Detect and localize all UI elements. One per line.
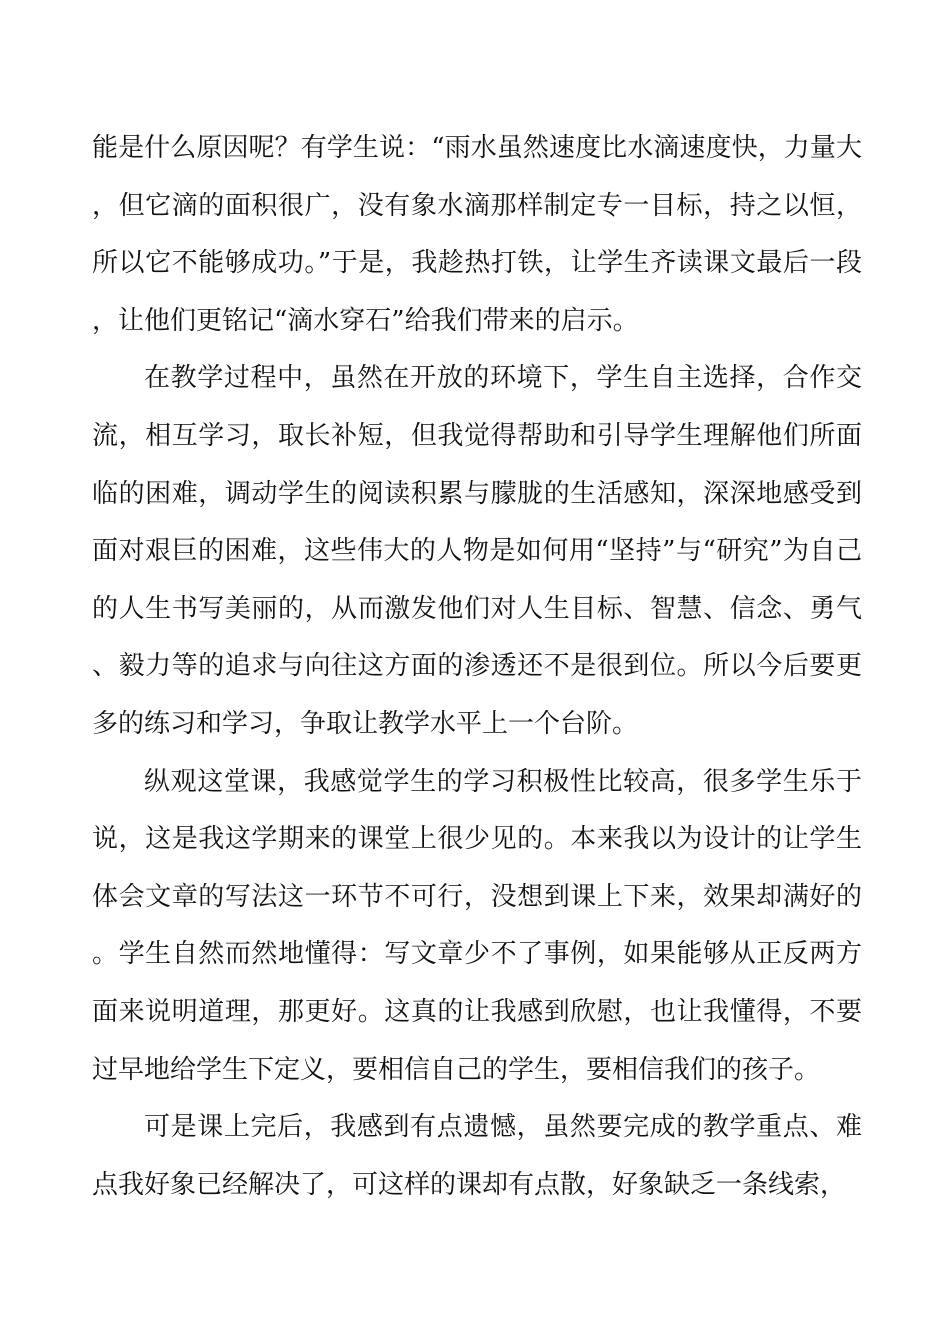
paragraph-4: 可是课上完后，我感到有点遗憾，虽然要完成的教学重点、难点我好象已经解决了，可这样的课却有点散，好象缺乏一条线索， bbox=[92, 1112, 862, 1200]
paragraph-1: 能是什么原因呢？有学生说：“雨水虽然速度比水滴速度快，力量大，但它滴的面积很广，没有象水滴那样制定专一目标，持之以恒，所以它不能够成功。”于是，我趁热打铁，让学生齐读课文最后一段，让他们更铭记“滴水穿石”给我们带来的启示。 bbox=[92, 133, 862, 336]
paragraph-3: 纵观这堂课，我感觉学生的学习积极性比较高，很多学生乐于说，这是我这学期来的课堂上很少见的。本来我以为设计的让学生体会文章的写法这一环节不可行，没想到课上下来，效果却满好的。学生自然而然地懂得：写文章少不了事例，如果能够从正反两方面来说明道理，那更好。这真的让我感到欣慰，也让我懂得，不要过早地给学生下定义，要相信自己的学生，要相信我们的孩子。 bbox=[92, 766, 862, 1085]
paragraph-2: 在教学过程中，虽然在开放的环境下，学生自主选择，合作交流，相互学习，取长补短，但我觉得帮助和引导学生理解他们所面临的困难，调动学生的阅读积累与朦胧的生活感知，深深地感受到面对艰巨的困难，这些伟大的人物是如何用“坚持”与“研究”为自己的人生书写美丽的，从而激发他们对人生目标、智慧、信念、勇气、毅力等的追求与向往这方面的渗透还不是很到位。所以今后要更多的练习和学习，争取让教学水平上一个台阶。 bbox=[92, 363, 862, 739]
document-body bbox=[92, 120, 862, 1214]
